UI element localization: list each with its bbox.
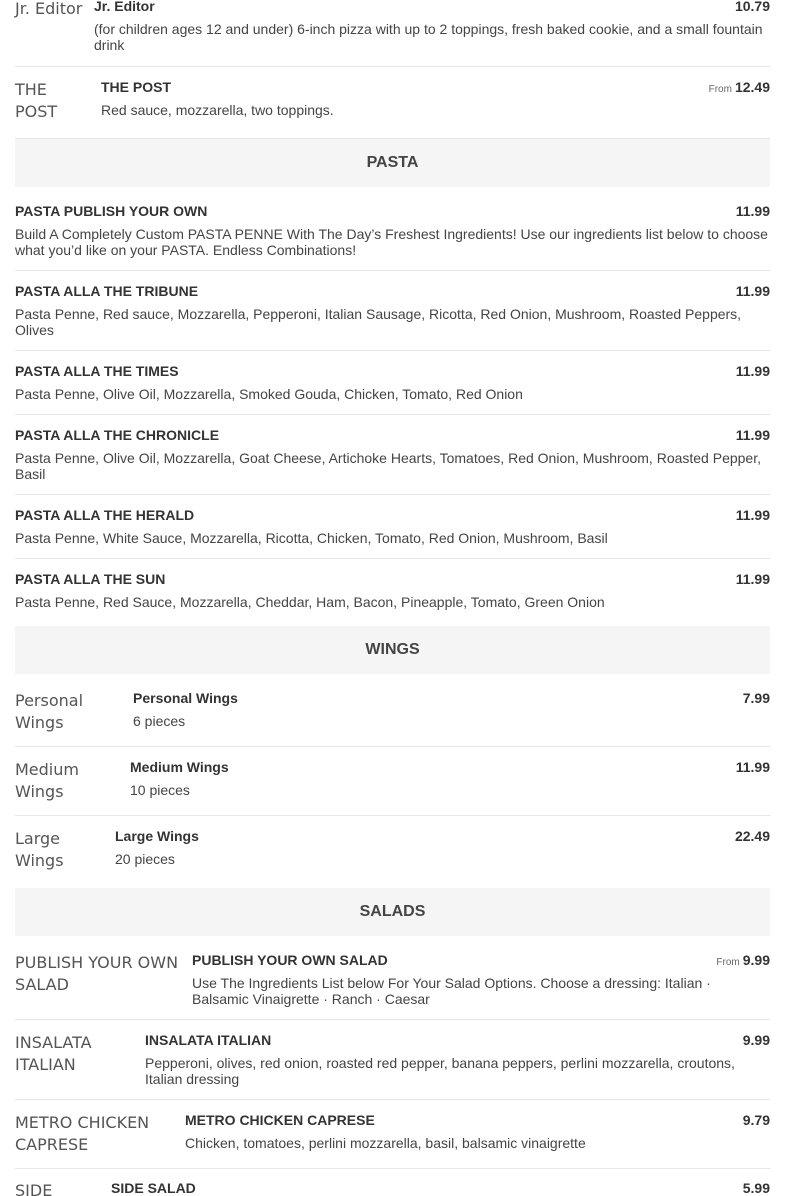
item-image-placeholder: Personal Wings [15, 691, 84, 732]
item-name: Personal Wings [133, 690, 238, 706]
item-image-placeholder: PUBLISH YOUR OWN SALAD [15, 953, 179, 994]
item-description: Pasta Penne, Red sauce, Mozzarella, Pepperoni, Italian Sausage, Ricotta, Red Onion, Mushroom, Roasted Peppers, Olives [15, 306, 742, 338]
item-name: METRO CHICKEN CAPRESE [185, 1112, 375, 1128]
item-price: 7.99 [742, 690, 770, 706]
menu-item-wings[interactable] [15, 690, 770, 747]
item-name: Jr. Editor [94, 0, 155, 14]
item-price: 5.99 [742, 1180, 770, 1196]
item-image-placeholder: Large Wings [15, 829, 64, 870]
item-name: THE POST [101, 79, 172, 95]
item-price [716, 952, 770, 971]
item-price: 11.99 [735, 571, 770, 587]
menu-item-salad[interactable] [15, 1112, 770, 1169]
menu-item-the-post[interactable] [15, 79, 770, 139]
section-header-wings: WINGS [15, 626, 770, 674]
menu-item-pasta[interactable] [15, 363, 770, 415]
item-price: 9.79 [742, 1112, 770, 1128]
menu-item-salad[interactable] [15, 1032, 770, 1100]
item-price: 22.49 [734, 828, 770, 844]
item-price: 11.99 [735, 283, 770, 299]
from-label: From [716, 957, 740, 968]
item-price: 11.99 [735, 507, 770, 523]
item-description: (for children ages 12 and under) 6-inch pizza with up to 2 toppings, fresh baked cookie, and a small fountain drink [94, 21, 763, 53]
item-price: 11.99 [735, 363, 770, 379]
item-image-placeholder: METRO CHICKEN CAPRESE [15, 1113, 150, 1154]
item-name: PASTA ALLA THE CHRONICLE [15, 427, 220, 443]
item-name: PASTA PUBLISH YOUR OWN [15, 203, 208, 219]
item-image-placeholder: Jr. Editor [15, 0, 83, 18]
section-header-pasta: PASTA [15, 139, 770, 187]
item-price-value: 12.49 [734, 79, 770, 95]
item-description: 10 pieces [130, 782, 190, 798]
item-name: Medium Wings [130, 759, 229, 775]
item-image-placeholder: Medium Wings [15, 760, 79, 801]
item-name: PASTA ALLA THE TRIBUNE [15, 283, 199, 299]
item-image-placeholder: SIDE [15, 1181, 53, 1196]
menu-item-wings[interactable] [15, 828, 770, 885]
item-name: PUBLISH YOUR OWN SALAD [192, 952, 388, 968]
item-description: Red sauce, mozzarella, two toppings. [101, 102, 334, 118]
menu-item-pasta[interactable] [15, 507, 770, 559]
menu-item-salad[interactable] [15, 952, 770, 1020]
menu-item-pasta[interactable] [15, 283, 770, 351]
menu-item-jr-editor[interactable] [15, 0, 770, 67]
item-description: Pasta Penne, Red Sauce, Mozzarella, Cheddar, Ham, Bacon, Pineapple, Tomato, Green Onion [15, 594, 605, 610]
item-description: Chicken, tomatoes, perlini mozzarella, basil, balsamic vinaigrette [185, 1135, 586, 1151]
item-description: Pasta Penne, Olive Oil, Mozzarella, Goat Cheese, Artichoke Hearts, Tomatoes, Red Onion, Mushroom, Roasted Pepper, Basil [15, 450, 761, 482]
from-label: From [708, 84, 732, 95]
menu-item-pasta[interactable] [15, 203, 770, 271]
menu-item-salad[interactable] [15, 1180, 770, 1196]
item-name: PASTA ALLA THE HERALD [15, 507, 195, 523]
item-price [709, 79, 770, 98]
item-price: 10.79 [734, 0, 770, 14]
item-description: 6 pieces [133, 713, 186, 729]
section-header-salads: SALADS [15, 888, 770, 936]
menu-item-wings[interactable] [15, 759, 770, 816]
item-name: SIDE SALAD [111, 1180, 196, 1196]
item-description: 20 pieces [115, 851, 175, 867]
item-price: 11.99 [735, 759, 770, 775]
item-description: Pepperoni, olives, red onion, roasted red pepper, banana peppers, perlini mozzarella, croutons, Italian dressing [145, 1055, 735, 1087]
item-description: Build A Completely Custom PASTA PENNE With The Day’s Freshest Ingredients! Use our ingredients list below to choose what you’d like on your PASTA. Endless Combinations! [15, 226, 768, 258]
item-name: Large Wings [115, 828, 199, 844]
item-image-placeholder: THE POST [15, 80, 58, 121]
menu-item-pasta[interactable] [15, 427, 770, 495]
item-description: Pasta Penne, Olive Oil, Mozzarella, Smoked Gouda, Chicken, Tomato, Red Onion [15, 386, 523, 402]
item-name: PASTA ALLA THE SUN [15, 571, 166, 587]
item-name: PASTA ALLA THE TIMES [15, 363, 179, 379]
menu-item-pasta[interactable] [15, 571, 770, 623]
item-description: Use The Ingredients List below For Your Salad Options. Choose a dressing: Italian · Balsamic Vinaigrette · Ranch · Caesar [192, 975, 711, 1007]
item-price: 11.99 [735, 427, 770, 443]
item-image-placeholder: INSALATA ITALIAN [15, 1033, 92, 1074]
item-description: Pasta Penne, White Sauce, Mozzarella, Ricotta, Chicken, Tomato, Red Onion, Mushroom, Basil [15, 530, 608, 546]
item-price: 9.99 [742, 1032, 770, 1048]
item-price: 11.99 [735, 203, 770, 219]
item-price-value: 9.99 [742, 952, 770, 968]
item-name: INSALATA ITALIAN [145, 1032, 272, 1048]
